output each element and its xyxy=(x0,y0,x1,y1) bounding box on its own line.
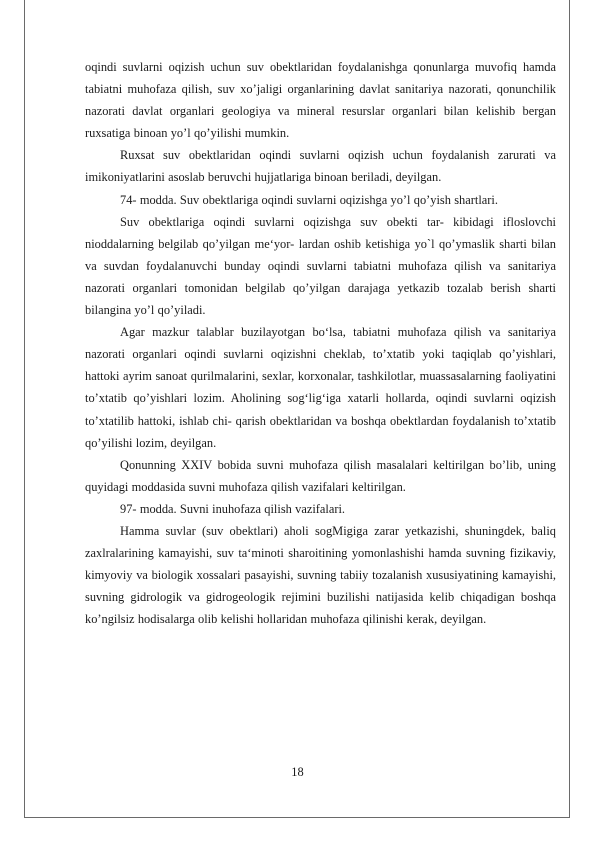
paragraph: Suv obektlariga oqindi suvlarni oqizishga suv obekti tar- kibidagi ifloslovchi nioddalarning belgilab qo’yilgan me‘yor- lardan oshib ketishiga yo`l qo’ymaslik sharti bilan va suvdan foydalanuvchi bunday oqindi suvlarni tabiatni muhofaza qilish va sanitariya nazorati organlari tomonidan belgilab qo’yilgan darajaga yetkazib tozalab berish sharti bilangina yo’l qo’yiladi. xyxy=(85,214,556,318)
paragraph: Hamma suvlar (suv obektlari) aholi sogMigiga zarar yetkazishi, shuningdek, baliq zaxlralarining kamayishi, suv ta‘minoti sharoitining yomonlashishi hamda suvning fizikaviy, kimyoviy va biologik xossalari pasayishi, suvning tabiiy tozalanish xususiyatining kamayishi, suvning gidrologik va gidrogeologik rejimini buzilishi natijasida kelib chiqadigan boshqa ko’ngilsiz hodisalarga olib kelishi hollaridan muhofaza qilinishi kerak, deyilgan. xyxy=(85,523,556,627)
body-text xyxy=(85,56,556,630)
paragraph: oqindi suvlarni oqizish uchun suv obektlaridan foydalanishga qonunlarga muvofiq hamda tabiatni muhofaza qilish, suv xo’jaligi organlarining davlat sanitariya nazorati, qonunchilik nazorati davlat organlari geologiya va mineral resurslar organlari bilan kelishib bergan ruxsatiga binoan yo’l qo’yilishi mumkin. xyxy=(85,60,556,141)
article-heading: 97- modda. Suvni inuhofaza qilish vazifalari. xyxy=(120,501,346,516)
article-heading: 74- modda. Suv obektlariga oqindi suvlarni oqizishga yo’l qo’yish shartlari. xyxy=(120,192,498,207)
paragraph: Agar mazkur talablar buzilayotgan bo‘lsa, tabiatni muhofaza qilish va sanitariya nazorati organlari oqindi suvlarni oqizishni cheklab, to’xtatib yoki taqiqlab qo’yishlari, hattoki ayrim sanoat qurilmalarini, sexlar, korxonalar, tashkilotlar, muassasalarning faoliyatini to’xtatib qo’yishlari lozim. Aholining sog‘lig‘iga xatarli hollarda, oqindi suvlarni oqizish to’xtatilib hattoki, ishlab chi- qarish obektlaridan va boshqa obektlardan foydalanish to’xtatib qo’yilishi lozim, deyilgan. xyxy=(85,325,556,450)
paragraph: Qonunning XXIV bobida suvni muhofaza qilish masalalari keltirilgan bo’lib, uning quyidagi moddasida suvni muhofaza qilish vazifalari keltirilgan. xyxy=(85,457,556,494)
page-number: 18 xyxy=(291,765,304,779)
paragraph: Ruxsat suv obektlaridan oqindi suvlarni oqizish uchun foydalanish zarurati va imikoniyatlarini asoslab beruvchi hujjatlariga binoan beriladi, deyilgan. xyxy=(85,148,556,185)
